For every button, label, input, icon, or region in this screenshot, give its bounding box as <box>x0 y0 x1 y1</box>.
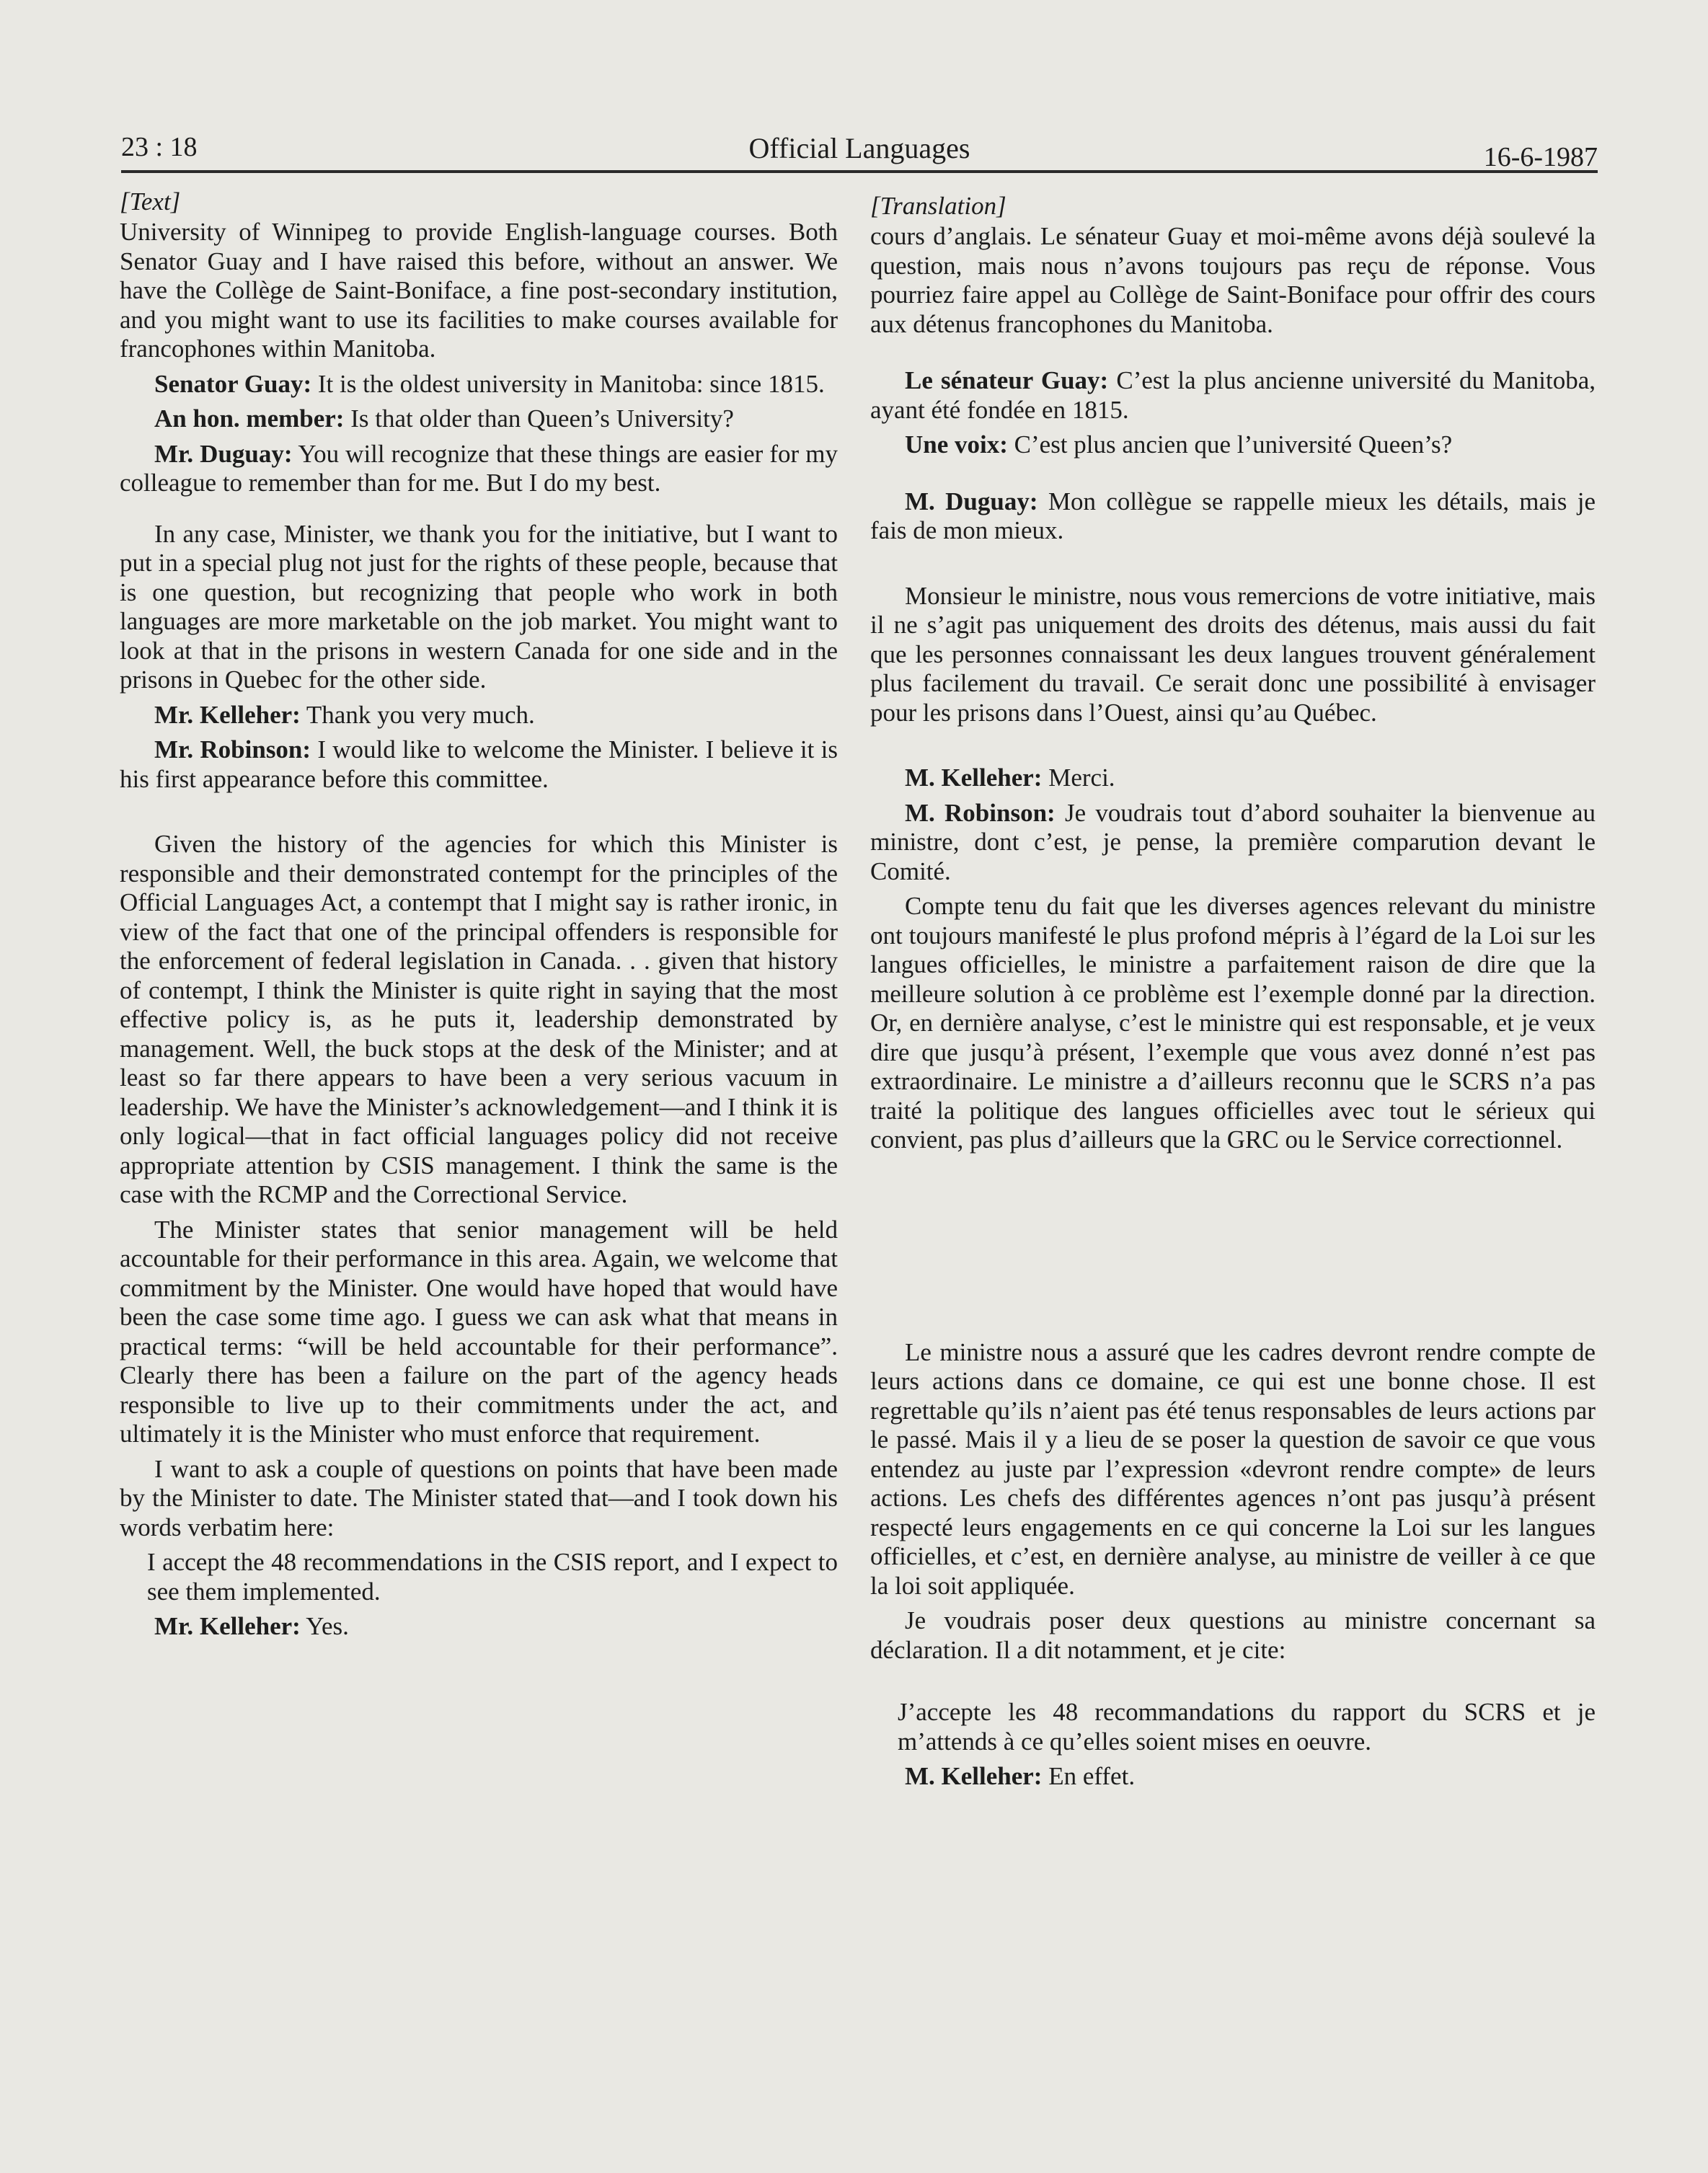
speech <box>120 701 838 730</box>
paragraph: University of Winnipeg to provide English-language courses. Both Senator Guay and I have raised this before, without an answer. We have the Collège de Saint-Boniface, a fine post-secondary institution, and you might want to use its facilities to make courses available for francophones within Manitoba. <box>120 218 838 363</box>
translation-tag: [Translation] <box>870 192 1006 220</box>
speech <box>870 366 1596 425</box>
speech-text: C’est plus ancien que l’université Queen’s? <box>1014 430 1453 459</box>
speech-text: Merci. <box>1048 764 1115 792</box>
speech <box>120 440 838 498</box>
speech <box>120 404 838 434</box>
speech-text: Yes. <box>306 1612 349 1640</box>
speaker-name: Une voix: <box>905 430 1008 459</box>
speech-text: I would like to welcome the Minister. I believe it is his first appearance before this committee. <box>120 735 838 793</box>
speech <box>120 370 838 399</box>
speech <box>870 799 1596 887</box>
speaker-name: Mr. Robinson: <box>154 735 311 764</box>
paragraph: Monsieur le ministre, nous vous remercions de votre initiative, mais il ne s’agit pas uniquement des droits des détenus, mais aussi du fait que les personnes connaissant les deux langues trouvent généralement plus facilement du travail. Ce serait donc une possibilité à envisager pour les prisons dans l’Ouest, ainsi qu’au Québec. <box>870 581 1596 727</box>
page-date: 16-6-1987 <box>1483 142 1598 172</box>
speech-text: Je voudrais tout d’abord souhaiter la bienvenue au ministre, dont c’est, je pense, la première comparution devant le Comité. <box>870 798 1596 885</box>
paragraph: Je voudrais poser deux questions au ministre concernant sa déclaration. Il a dit notamment, et je cite: <box>870 1606 1596 1664</box>
speech-text: It is the oldest university in Manitoba: since 1815. <box>317 369 825 398</box>
speaker-name: Le sénateur Guay: <box>905 366 1109 394</box>
speaker-name: An hon. member: <box>154 404 345 433</box>
speech <box>870 764 1596 793</box>
speech-text: En effet. <box>1048 1762 1136 1790</box>
speech-text: Mon collègue se rappelle mieux les détails, mais je fais de mon mieux. <box>870 487 1596 544</box>
block-quote: I accept the 48 recommendations in the CSIS report, and I expect to see them implemented. <box>147 1548 838 1606</box>
block-quote: J’accepte les 48 recommandations du rapport du SCRS et je m’attends à ce qu’elles soient mises en oeuvre. <box>898 1698 1596 1756</box>
page-reference: 23 : 18 <box>121 132 198 162</box>
speech <box>870 430 1596 460</box>
speech <box>120 735 838 794</box>
speech <box>870 487 1596 546</box>
speaker-name: Mr. Kelleher: <box>154 1612 301 1640</box>
speaker-name: Mr. Duguay: <box>154 439 293 468</box>
speech-text: C’est la plus ancienne université du Manitoba, ayant été fondée en 1815. <box>870 366 1596 424</box>
page-title: Official Languages <box>748 132 970 164</box>
paragraph: The Minister states that senior management will be held accountable for their performance in this area. Again, we welcome that commitment by the Minister. One would have hoped that would have been the case some time ago. I guess we can ask what that means in practical terms: “will be held accountable for their performance”. Clearly there has been a failure on the part of the agency heads responsible to live up to their commitments under the act, and ultimately it is the Minister who must enforce that requirement. <box>120 1215 838 1448</box>
paragraph: In any case, Minister, we thank you for the initiative, but I want to put in a special plug not just for the rights of these people, because that is one question, but recognizing that people who work in both languages are more marketable on the job market. You might want to look at that in the prisons in western Canada for one side and in the prisons in Quebec for the other side. <box>120 519 838 694</box>
speech <box>870 1762 1596 1792</box>
speech-text: You will recognize that these things are easier for my colleague to remember than for me. But I do my best. <box>120 439 838 497</box>
speaker-name: M. Robinson: <box>905 798 1056 827</box>
french-column <box>870 190 1596 1797</box>
english-column <box>120 186 838 1647</box>
speech-text: Is that older than Queen’s University? <box>350 404 734 433</box>
paragraph: I want to ask a couple of questions on points that have been made by the Minister to date. The Minister stated that—and I took down his words verbatim here: <box>120 1454 838 1541</box>
speech-text: Thank you very much. <box>306 700 535 729</box>
speaker-name: Mr. Kelleher: <box>154 700 301 729</box>
text-tag-label: Text <box>129 187 171 216</box>
paragraph: Compte tenu du fait que les diverses agences relevant du ministre ont toujours manifesté le plus profond mépris à l’égard de la Loi sur les langues officielles, le ministre a parfaitement raison de dire que la meilleure solution à ce problème est l’exemple donné par la direction. Or, en dernière analyse, c’est le ministre qui est responsable, et je veux dire que jusqu’à présent, l’exemple que vous avez donné n’est pas extraordinaire. Le ministre a d’ailleurs reconnu que le SCRS n’a pas traité la politique des langues officielles avec tout le sérieux qui convient, pas plus d’ailleurs que la GRC ou le Service correctionnel. <box>870 892 1596 1154</box>
speaker-name: M. Kelleher: <box>905 1762 1043 1790</box>
speech <box>120 1612 838 1642</box>
speaker-name: M. Duguay: <box>905 487 1038 515</box>
paragraph: Le ministre nous a assuré que les cadres devront rendre compte de leurs actions dans ce domaine, ce qui est une bonne chose. Il est regrettable qu’ils n’aient pas été tenus responsables de leurs actions par le passé. Mais il y a lieu de se poser la question de savoir ce que vous entendez au juste par l’expression «devront rendre compte» de leurs actions. Les chefs des différentes agences n’ont pas jusqu’à présent respecté leurs engagements en ce qui concerne la Loi sur les langues officielles, et c’est, en dernière analyse, au ministre de veiller à ce que la loi soit appliquée. <box>870 1337 1596 1600</box>
paragraph: Given the history of the agencies for which this Minister is responsible and their demonstrated contempt for the principles of the Official Languages Act, a contempt that I might say is rather ironic, in view of the fact that one of the principal offenders is responsible for the enforcement of federal legislation in Canada. . . given that history of contempt, I think the Minister is quite right in saying that the most effective policy is, as he puts it, leadership demonstrated by management. Well, the buck stops at the desk of the Minister; and at least so far there appears to have been a very serious vacuum in leadership. We have the Minister’s acknowledgement—and I think it is only logical—that in fact official languages policy did not receive appropriate attention by CSIS management. I think the same is the case with the RCMP and the Correctional Service. <box>120 830 838 1208</box>
paragraph: cours d’anglais. Le sénateur Guay et moi-même avons déjà soulevé la question, mais nous n’avons toujours pas reçu de réponse. Vous pourriez faire appel au Collège de Saint-Boniface pour offrir des cours aux détenus francophones du Manitoba. <box>870 222 1596 338</box>
speaker-name: Senator Guay: <box>154 369 312 398</box>
speaker-name: M. Kelleher: <box>905 764 1043 792</box>
page-header <box>121 127 1598 173</box>
translation-tag-label: Translation <box>880 192 997 220</box>
text-tag: [Text] <box>120 187 181 216</box>
